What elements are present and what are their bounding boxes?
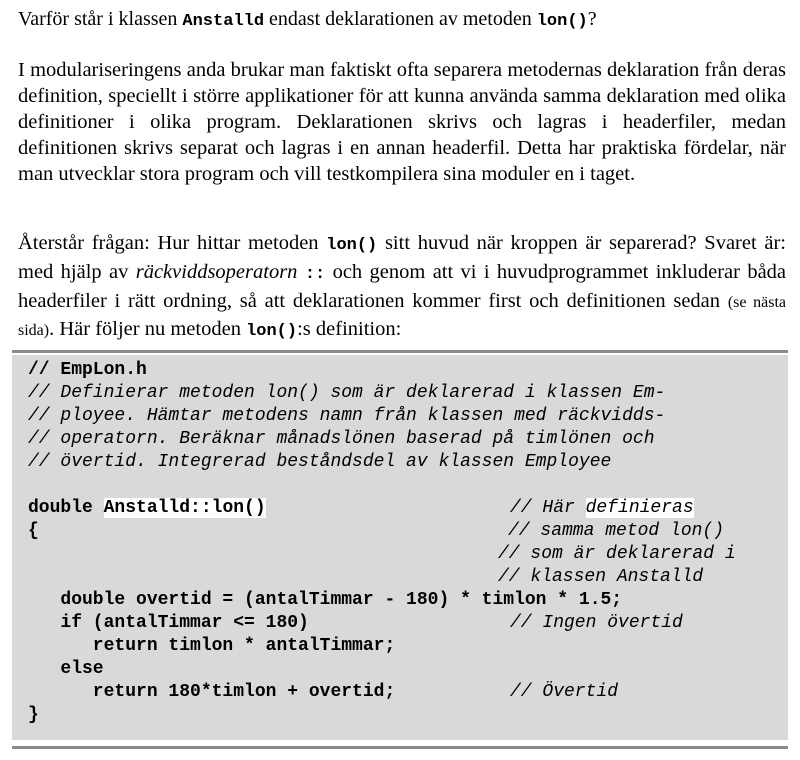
code-line-else: else [28, 659, 104, 679]
code-comment-inline: // samma metod lon() [508, 521, 725, 541]
paragraph2-text-5: :s definition: [297, 318, 402, 340]
class-name-code: Anstalld [182, 12, 265, 31]
code-method-signature [28, 497, 266, 520]
code-comment-inline: // som är deklarerad i [498, 544, 736, 564]
paragraph-modularization: I modulariseringens anda brukar man faktiskt ofta separera metodernas deklaration från deras definition, speciellt i större applikationer för att kunna använda samma deklaration med olika definitioner i olika program. Deklarationen skrivs och lagras i headerfiler, medan definitionen skrivs separat och lagras i en annan headerfil. Detta har praktiska fördelar, när man utvecklar stora program och vill testkompilera sina moduler en i taget. [18, 59, 786, 185]
question-text-middle: endast deklarationen av metoden [264, 8, 537, 30]
paragraph2-text-4: . Här följer nu metoden [49, 318, 247, 340]
method-name-code: lon() [536, 12, 588, 31]
page-reference-note: (se nästa sida) [18, 294, 786, 339]
code-comment-line: // Definierar metoden lon() som är deklarerad i klassen Em- [28, 383, 666, 403]
paragraph2-text-3: och genom att vi i huvudprogrammet inkluderar båda headerfiler i rätt ordning, så att deklarationen kommer first och definitionen sedan [18, 261, 787, 312]
code-comment-inline: // Övertid [510, 682, 619, 702]
return-type: double [28, 498, 104, 518]
code-close-brace: } [28, 705, 39, 725]
code-top-rule [12, 350, 788, 353]
method-name-code: lon() [246, 322, 298, 341]
code-line-overtid: double overtid = (antalTimmar - 180) * timlon * 1.5; [28, 590, 623, 610]
code-line-if: if (antalTimmar <= 180) [28, 613, 309, 633]
code-comment-inline [510, 497, 694, 520]
highlighted-comment-word: definieras [585, 498, 694, 518]
code-comment-line: // ployee. Hämtar metodens namn från klassen med räckvidds- [28, 406, 666, 426]
code-comment-line: // operatorn. Beräknar månadslönen baserad på timlönen och [28, 429, 655, 449]
code-listing [12, 355, 788, 740]
code-open-brace: { [28, 521, 39, 541]
question-mark: ? [587, 8, 597, 30]
code-comment-line: // övertid. Integrerad beståndsdel av klassen Employee [28, 452, 612, 472]
qualified-method-name [104, 498, 266, 518]
code-line-return: return timlon * antalTimmar; [28, 636, 396, 656]
code-comment-inline: // Ingen övertid [510, 613, 683, 633]
code-line-filename: // EmpLon.h [28, 360, 147, 380]
question-text-start: Varför står i klassen [18, 8, 183, 30]
scope-operator-code: :: [304, 265, 326, 284]
code-line-return: return 180*timlon + overtid; [28, 682, 396, 702]
method-name: lon() [211, 498, 266, 518]
italic-term: räckviddsoperatorn [135, 261, 298, 283]
paragraph-scope-operator [18, 230, 786, 345]
class-scope: Anstalld:: [103, 498, 212, 518]
question-heading [18, 6, 788, 35]
code-comment-inline: // klassen Anstalld [498, 567, 704, 587]
comment-part: // Här [510, 498, 586, 518]
paragraph2-text-2: sitt huvud när kroppen är separerad? Svaret är: med hjälp av [18, 232, 786, 283]
method-name-code: lon() [326, 236, 378, 255]
paragraph2-text-1: Återstår frågan: Hur hittar metoden [18, 232, 327, 254]
code-bottom-rule [12, 746, 788, 749]
